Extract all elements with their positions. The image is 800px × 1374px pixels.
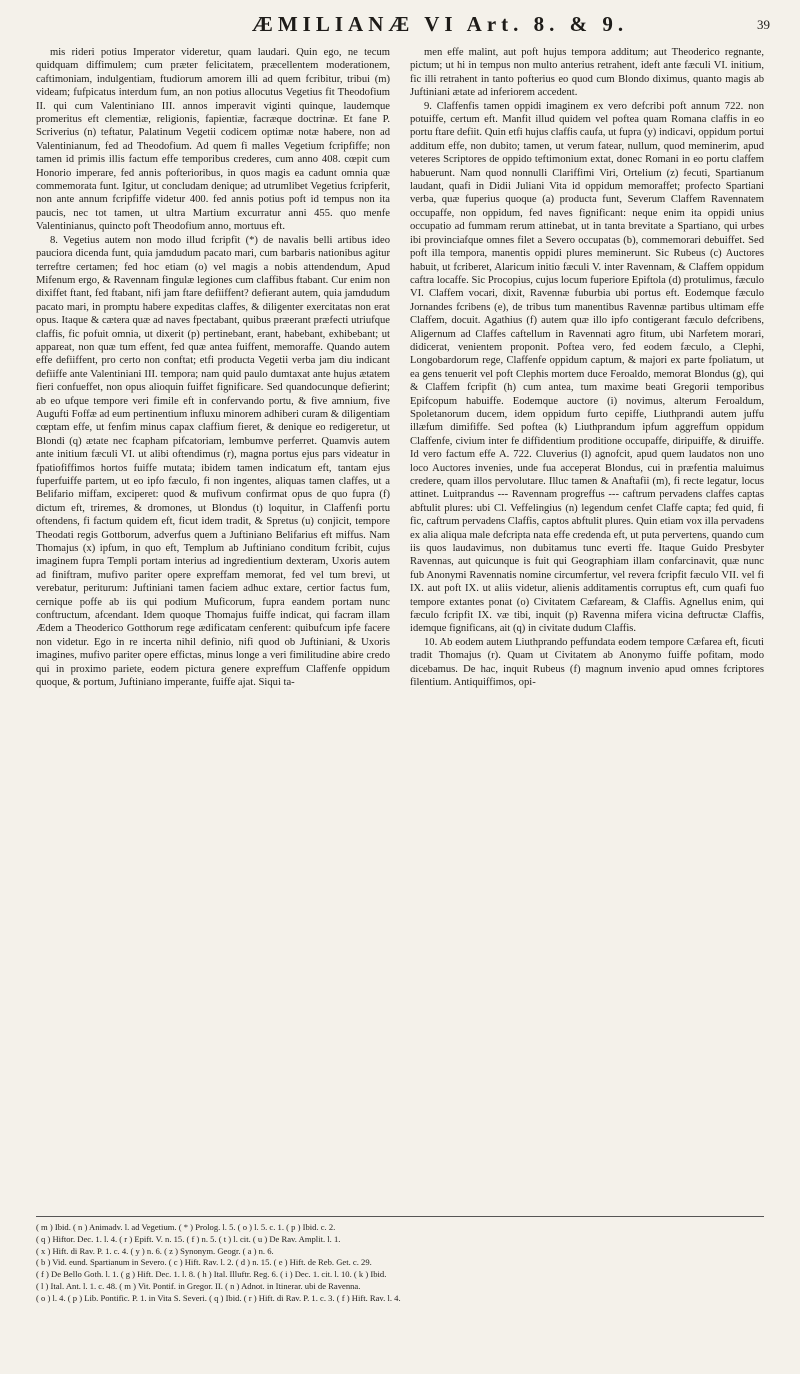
running-title: ÆMILIANÆ VI Art. 8. & 9. [251, 12, 629, 36]
paragraph: 8. Vegetius autem non modo illud fcripfit (*) de navalis belli artibus ideo pauciora dicenda funt, quia jamdudum pacato mari, cum barbaris nationibus agitur terreftre certamen; fed hoc etiam (o) vel magis a nobis attendendum, Apud Mifenum ergo, & Ravennam fingulæ legiones cum claffibus ftabant. Cur enim non dixiffet ftant, fed ftabant, nifi jam ftare defiiffent? defierant autem, quia jamdudum pacato mari, in promptu habere expeditas claffes, & diligenter exercitatas non erat opus. Itaque & cætera quæ ad naves fpectabant, quibus præerant præfecti utriufque claffis, fic pofuit omnia, ut dixerit (p) pertinebant, erant, habebant, exhibebant; ut appareat, non quæ tum effent, fed quæ antea fuiffent, memoraffe. Quando autem effe defiiffent, pro certo non conftat; etfi producta Vegetii verba jam diu indicant defiiffe ante Valentiniani III. tempora; nam quid paulo dumtaxat ante hujus ætatem fieri confueffet, non opus alioquin fuiffet fignificare. Sed quandocunque defierint; ab eo ufque tempore veri fimile eft in confervando portu, & five amnium, five Augufti Foffæ ad eum pertinentium influxu minorem adhiberi curam & diligentiam cœptam effe, ut fenfim minus capax claffium fieret, & denique eo redigeretur, ut Blondi (q) ætate nec fcapham pifcatoriam, lembumve perferret. Quamvis autem ante initium fæculi VI. ut alibi oftendimus (r), magna portus ejus pars videatur in fpatiofiffimos hortos fuiffe mutata; ibidem tamen indicatum eft, tantam ejus fuperfuiffe partem, ut eo ipfo fæculo, fi non ingentes, aliquas tamen claffes, ut a Belifario miffam, exciperet: quod & mufivum confirmat opus de quo fupra (f) dictum eft, triremes, & dromones, ut Blondus (t) loquitur, in Claffenfi portu oftendens, fi factum quidem eft, ficut idem tradit, & Spretus (u) conjicit, tempore Theodati regis Gottborum, adverfus quem a Juftiniano Belifarius eft miffus. Nam Thomajus (x) ipfum, in quo eft, Templum ab Juftiniano conditum fcribit, cujus imaginem fupra Templi portam interius ad ingredientium dexteram, Uxoris autem ad finiftram, mufivo pariter opere expreffam memorat, fed vel tum brevi, ut verebatur, periturum: Juftiniani tamen faciem adhuc extare, certior factus fum, cernique poffe ab iis qui podium Muficorum, fupra eandem portam nunc conftructum, afcendant. Idem quoque Thomajus fuiffe indicat, qui facram illam Ædem a Theoderico Gotthorum rege ædificatam cenferent: quibufcum ipfe facere non videtur. Ego in re incerta nihil definio, nifi quod ob Juftiniani, & Uxoris imagines, mufivo pariter opere effictas, minus longe a veri fimilitudine abire credo qui in proximo pariete, eodem pictura genere expreffum Claffenfe oppidum quoque, & portum, Juftiniano imperante, fuiffe ajat. Siqui ta- [36, 234, 390, 689]
left-column [36, 46, 390, 690]
text-columns [36, 46, 764, 690]
page-header [40, 12, 770, 42]
paragraph: 10. Ab eodem autem Liuthprando peffundata eodem tempore Cæfarea eft, ficuti tradit Thomajus (r). Quam ut Civitatem ab Anonymo fuiffe pofitam, modo dicebamus. De hac, inquit Rubeus (f) magnum invenio apud omnes fcriptores filentium. Antiquiffimos, opi- [410, 636, 764, 689]
paragraph: 9. Claffenfis tamen oppidi imaginem ex vero defcribi poft annum 722. non potuiffe, certum eft. Manfit illud quidem vel poftea quam Romana claffis in eo portu ftare defiit. Quin etfi hujus claffis caufa, ut fupra (y) indicavi, oppidum portui additum effe, non dubito; tamen, ut verum fatear, nullum, quod meminerim, apud veteres Scriptores de oppido teftimonium extat, donec Romani in eo portu claffem habuerunt. Nam quod nonnulli Clariffimi Viri, Ortelium (z) fecuti, Spartianum laudant, quafi in Didii Juliani Vita id oppidum memoraffet; profecto Spartiani verba, quæ fuperius quoque (a) producta funt, Severum Claffem Ravennatem occupaffe, non oppidum, fed naves fignificant: neque enim ita oppidi unius occupatio ad fummam rerum attinebat, ut in tanta brevitate a Spartiano, qui urbes ibi provinciafque omnes filet a Severo occupatas (b), commemorari debuiffet. Sed poft illa tempora, manentis oppidi plures meminerunt. Sic Rubeus (c) Auctores habuit, ut fcriberet, Alaricum initio fæculi V. inter Ravennam, & Claffem oppidum caftra locaffe. Sic Procopius, cujus locum fuperiore Epiftola (d) protulimus, fæculo VI. Claffem vocari, dixit, Ravennæ fuburbia ubi portus eft. Eodemque fæculo Jornandes fcribens (e), de tribus tum manentibus Ravennæ partibus ultimam effe Claffem, docuit. Agathius (f) autem quæ illo ipfo contigerant fæculo defcribens, Aligernum ad Claffes caftellum in Ravennati agro fitum, ubi Narfetem morari, didicerat, venientem proponit. Poftea vero, fed eodem fæculo, a Clephi, Longobardorum rege, Claffenfe oppidum captum, & majori ex parte fpoliatum, ut ea gens tenuerit vel poft Clephis mortem duce Feroaldo, memorat Blondus (g), qui & Claffem fcripfit (h) cum antea, tum maxime beati Gregorii temporibus Epifcopum habuiffe. Eodemque auctore (i) novimus, alterum Feroaldum, Spoletanorum ducem, idem oppidum furto cepiffe, Liuthprandi autem juffu illæfum dimififfe. Sed poftea (k) Liuthprandum ipfum aggreffum oppidum Claffenfe, civium inter fe diffidentium proditione occupaffe, diripuiffe, & diruiffe. Id vero factum effe A. 722. Cluverius (l) agnofcit, apud quem laudatos non uno loco Auctores invenies, unde fua acceperat Blondus, cui in præfentia maluimus credere, quam illos pervolutare. Illuc tamen & Anaftafii (m), fi recte legatur, locus attinet. Luitprandus --- Ravennam progreffus --- caftrum pervadens claffes captas abftulit plures: ubi Cl. Veffelingius (n) legendum cenfet Claffe capta; fed quid, fi fic, caftrum pervadens Claffis, captos abftulit plures. Quin etiam vox illa pervadens ex alia aliqua male defcripta nata effe credenda eft, ut puta pervertens, quando cum iis quos laudavimus, non dubitamus tunc everti ffe. Itaque Guido Presbyter Ravennas, aut quicunque is fuit qui Geographiam illam confarcinavit, quæ nunc fub Anonymi Ravennatis nomine circumfertur, vel revera fcripfit fæculo VII. vel fi IX. aut poft IX. ut aliis videtur, alienis additamentis corruptus eft, cum quafi fuo tempore extantes ponat (o) Civitatem Cæfaream, & Claffis. Agnellus enim, qui fæculo fcripfit IX. væ tibi, inquit (p) Ravenna mifera vicina deftructæ Claffis, idemque fignificans, ait (q) in civitate dudum Claffis. [410, 100, 765, 635]
footnote-line: ( f ) De Bello Goth. l. 1. ( g ) Hift. Dec. 1. l. 8. ( h ) Ital. Illuftr. Reg. 6. ( i ) Dec. 1. cit. l. 10. ( k ) Ibid. [36, 1269, 387, 1280]
footnote-line: ( l ) Ital. Ant. l. 1. c. 48. ( m ) Vit. Pontif. in Gregor. II. ( n ) Adnot. in Itinerar. ubi de Ravenna. [36, 1280, 361, 1291]
paragraph: men effe malint, aut poft hujus tempora additum; aut Theoderico regnante, pictum; ut hi in tempus non multo anterius retrahent, ideft ante fæculi VI. initium, fic illi retrahent in tanto pofterius eo quod cum Blondo diximus, quanto magis ab Juftiniani ætate ad inferiorem accedent. [410, 47, 764, 99]
footnote-line: ( o ) l. 4. ( p ) Lib. Pontific. P. 1. in Vita S. Severi. ( q ) Ibid. ( r ) Hift. di Rav. P. 1. c. 3. ( f ) Hift. Rav. l. 4. [36, 1292, 401, 1303]
footnote-line: ( m ) Ibid. ( n ) Animadv. l. ad Vegetium. ( * ) Prolog. l. 5. ( o ) l. 5. c. 1. ( p ) Ibid. c. 2. [36, 1222, 336, 1232]
right-column [410, 46, 764, 690]
page-number: 39 [757, 17, 770, 32]
footnote-divider [36, 1216, 764, 1217]
paragraph: mis rideri potius Imperator videretur, quam laudari. Quin ego, ne tecum quidquam diffimulem; cum præter felicitatem, præcellentem moderationem, caftimoniam, indulgentiam, ftudiorum amorem illi ad quem fcribitur, tribui (m) videam; fufpicatus interdum fum, an non potius allocutus Vegetius fit Theodofium II. qui cum Valentiniano III. annos imperavit viginti quinque, laudemque promeritus eft clementiæ, religionis, fapientiæ, facræque doctrinæ. Et fane P. Scriverius (n) teftatur, Palatinum Vegetii codicem optimæ notæ habere, non ad Valentinianum, fed ad Theodofium. Ad quem fi malles Vegetium fcripfiffe; non tamen id primis illis factum effe temporibus crederes, cum anno 408. cœpit cum Honorio imperare, fed annis pofterioribus, in quos magis ea cadunt omnia quæ commemorata funt. Igitur, ut concludam denique; ad utrumlibet Vegetius fcripferit, non ante annum fcripfiffe videtur 400. fed annis potius poft id tempus non ita paucis, nec tot tamen, ut ultra Martium excurratur anni 455. quo menfe Valentinianus, quincto poft Theodofium anno, mortuus eft. [36, 47, 390, 233]
footnote-line: ( q ) Hiftor. Dec. 1. l. 4. ( r ) Epift. V. n. 15. ( f ) n. 5. ( t ) l. cit. ( u ) De Rav. Amplit. l. 1. [36, 1233, 341, 1244]
footnote-line: ( b ) Vid. eund. Spartianum in Severo. ( c ) Hift. Rav. l. 2. ( d ) n. 15. ( e ) Hift. de Reb. Get. c. 29. [36, 1257, 372, 1268]
footnote-line: ( x ) Hift. di Rav. P. 1. c. 4. ( y ) n. 6. ( z ) Synonym. Geogr. ( a ) n. 6. [36, 1245, 274, 1256]
footnotes [36, 1222, 764, 1305]
